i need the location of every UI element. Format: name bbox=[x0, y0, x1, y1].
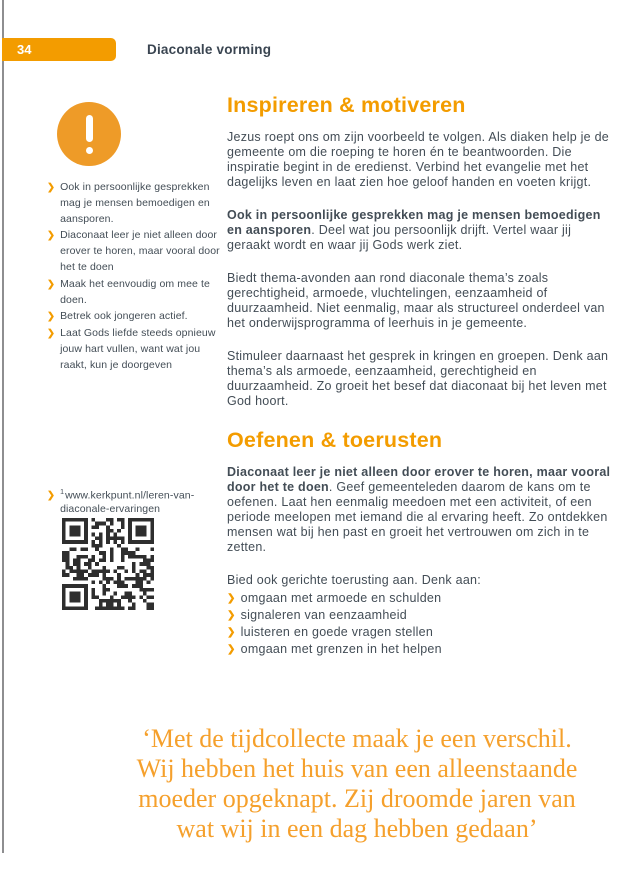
footnote-link bbox=[60, 489, 219, 517]
chevron-icon: ❯ bbox=[227, 644, 236, 655]
chevron-icon: ❯ bbox=[47, 311, 56, 323]
link-text[interactable]: www.kerkpunt.nl/leren-van-diaconale-ervaringen bbox=[60, 489, 195, 515]
paragraph bbox=[227, 465, 612, 555]
chevron-icon: ❯ bbox=[47, 328, 56, 340]
toerusting-intro: Bied ook gerichte toerusting aan. Denk aan: bbox=[227, 573, 481, 587]
section-heading-oefenen: Oefenen & toerusten bbox=[227, 428, 443, 452]
sidebar-tips bbox=[47, 180, 222, 375]
qr-code bbox=[62, 518, 154, 610]
tip-item bbox=[47, 277, 222, 309]
exclamation-dot bbox=[86, 147, 93, 154]
chevron-icon: ❯ bbox=[227, 610, 236, 621]
pull-quote bbox=[100, 724, 614, 844]
bullet-item bbox=[227, 624, 612, 641]
page-edge-line bbox=[2, 0, 4, 853]
page-number: 34 bbox=[17, 42, 32, 57]
bullet-text: omgaan met grenzen in het helpen bbox=[240, 642, 442, 656]
page-number-badge bbox=[2, 38, 116, 61]
tip-text: Laat Gods liefde steeds opnieuw jouw hart vullen, want wat jou raakt, kun je doorgeven bbox=[60, 327, 216, 371]
paragraph: Jezus roept ons om zijn voorbeeld te volgen. Als diaken help je de gemeente om die roeping te horen én te beantwoorden. Die inspiratie begint in de eredienst. Verbind het evangelie met het dagelijks leven en laat zien hoe geloof handen en voeten krijgt. bbox=[227, 130, 610, 189]
tip-item bbox=[47, 228, 222, 275]
chevron-icon: ❯ bbox=[47, 230, 56, 242]
chevron-icon: ❯ bbox=[47, 182, 56, 193]
paragraph bbox=[227, 208, 612, 253]
paragraph-rest: . Geef gemeenteleden daarom de kans om te oefenen. Laat hen eenmalig meedoen met een activiteit, of een periode meelopen met iemand die al ervaring heeft. Zo ontdekken mensen wat bij hen past en groeit het vertrouwen om zich in te zetten. bbox=[227, 480, 608, 554]
tip-item bbox=[47, 180, 222, 227]
page-header-title: Diaconale vorming bbox=[147, 42, 272, 57]
bullet-item bbox=[227, 590, 612, 607]
bullet-item bbox=[227, 641, 612, 658]
content-column bbox=[227, 92, 612, 658]
tip-text: Diaconaat leer je niet alleen door erover te horen, maar vooral door het te doen bbox=[60, 229, 220, 273]
tip-text: Maak het eenvoudig om mee te doen. bbox=[60, 277, 210, 306]
bullet-text: luisteren en goede vragen stellen bbox=[240, 625, 434, 639]
tip-text: Betrek ook jongeren actief. bbox=[60, 310, 188, 323]
bold-lead: Ook in persoonlijke gesprekken mag je mensen bemoedigen en aansporen bbox=[227, 208, 601, 237]
bullet-text: omgaan met armoede en schulden bbox=[240, 591, 442, 605]
quote-line: moeder opgeknapt. Zij droomde jaren van bbox=[138, 784, 576, 813]
qr-code-svg bbox=[62, 518, 154, 610]
toerusting-bullets bbox=[227, 590, 612, 658]
section-heading-inspireren: Inspireren & motiveren bbox=[227, 93, 466, 117]
exclamation-icon bbox=[57, 102, 121, 166]
chevron-icon: ❯ bbox=[227, 593, 236, 604]
bullet-text: signaleren van eenzaamheid bbox=[240, 608, 407, 622]
paragraph: Stimuleer daarnaast het gesprek in kringen en groepen. Denk aan thema’s als armoede, eenzaamheid, gerechtigheid en duurzaamheid. Zo groeit het besef dat diaconaat bij het leven met God hoort. bbox=[227, 349, 609, 408]
chevron-icon: ❯ bbox=[47, 490, 56, 501]
footnote-sup: 1 bbox=[60, 489, 65, 496]
exclamation-bar bbox=[86, 115, 93, 142]
quote-line: Wij hebben het huis van een alleenstaande bbox=[136, 754, 578, 783]
quote-line: ‘Met de tijdcollecte maak je een verschil. bbox=[142, 724, 572, 753]
chevron-icon: ❯ bbox=[47, 278, 56, 290]
quote-line: wat wij in een dag hebben gedaan’ bbox=[176, 814, 538, 843]
tip-text: Ook in persoonlijke gesprekken mag je mensen bemoedigen en aansporen. bbox=[60, 181, 210, 225]
sidebar-link bbox=[47, 489, 219, 517]
bullet-item bbox=[227, 607, 612, 624]
tip-item bbox=[47, 326, 222, 373]
bold-lead: Diaconaat leer je niet alleen door erover te horen, maar vooral door het te doen bbox=[227, 465, 611, 494]
tip-item bbox=[47, 309, 222, 325]
paragraph-rest: . Deel wat jou persoonlijk drijft. Vertel waar jij geraakt wordt en waar jij Gods werk ziet. bbox=[227, 223, 572, 252]
chevron-icon: ❯ bbox=[227, 627, 236, 638]
paragraph: Biedt thema-avonden aan rond diaconale thema’s zoals gerechtigheid, armoede, vluchtelingen, eenzaamheid of duurzaamheid. Niet eenmalig, maar als structureel onderdeel van het onderwijsprogramma of leerhuis in je gemeente. bbox=[227, 271, 605, 330]
